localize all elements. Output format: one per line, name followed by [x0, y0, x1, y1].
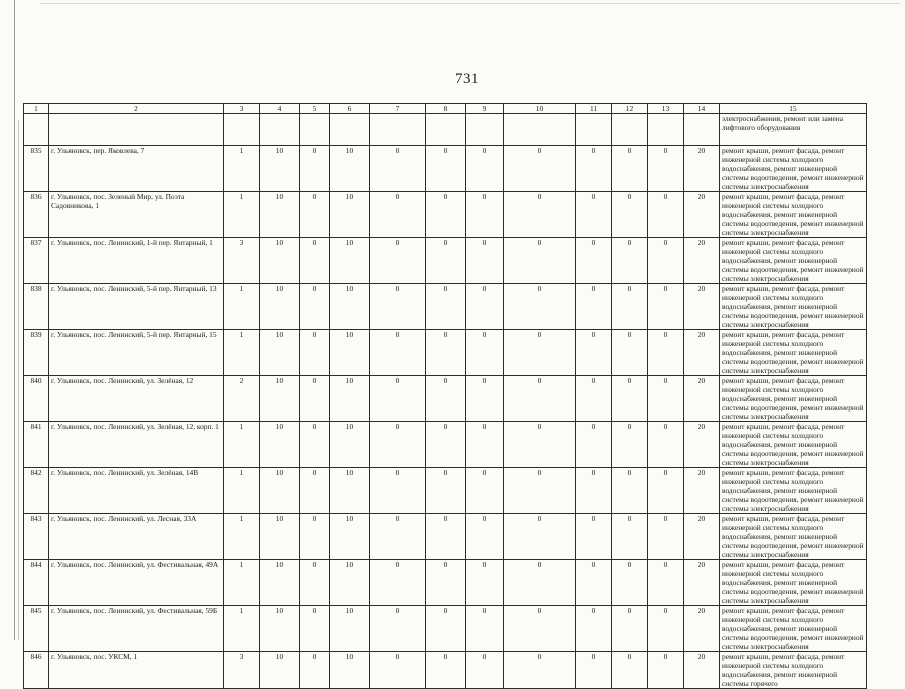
cell-value-c12: 0: [612, 652, 648, 689]
cell-value-c4: 10: [260, 514, 300, 560]
column-number-10: 10: [504, 104, 576, 114]
cell-work-types: ремонт крыши, ремонт фасада, ремонт инженерной системы холодного водоснабжения, ремонт инженерной системы водоотведения, ремонт инженерной системы электроснабжения: [720, 330, 867, 376]
cell-value-c9: 0: [466, 514, 504, 560]
cell-value-c12: 0: [612, 146, 648, 192]
cell-value-c11: 0: [576, 468, 612, 514]
cell-address: г. Ульяновск, пос. Ленинский, ул. Фестивальная, 59Б: [49, 606, 224, 652]
cell-work-types: ремонт крыши, ремонт фасада, ремонт инженерной системы холодного водоснабжения, ремонт инженерной системы водоотведения, ремонт инженерной системы электроснабжения: [720, 146, 867, 192]
column-number-1: 1: [24, 104, 49, 114]
cell-value-c5: 0: [300, 284, 330, 330]
cell-value-c11: 0: [576, 192, 612, 238]
cell-row-number: 838: [24, 284, 49, 330]
cell-value-c5: 0: [300, 238, 330, 284]
cell-value-c7: 0: [370, 468, 426, 514]
cell-value-c9: 0: [466, 376, 504, 422]
cell-work-types: ремонт крыши, ремонт фасада, ремонт инженерной системы холодного водоснабжения, ремонт инженерной системы водоотведения, ремонт инженерной системы электроснабжения: [720, 192, 867, 238]
cell-value-c3: 1: [224, 514, 260, 560]
cell-value-c10: 0: [504, 606, 576, 652]
cell-value-c14: 20: [684, 560, 720, 606]
cell-address: г. Ульяновск, пос. Ленинский, ул. Зелёная, 12, корп. 1: [49, 422, 224, 468]
cell-value-c3: 2: [224, 376, 260, 422]
cell-value-c7: 0: [370, 376, 426, 422]
cell-row-number: 837: [24, 238, 49, 284]
cell-value-c9: 0: [466, 192, 504, 238]
table-row: [24, 192, 867, 238]
cell-value-c14: 20: [684, 146, 720, 192]
cell-value-c7: 0: [370, 284, 426, 330]
cell-row-number: 845: [24, 606, 49, 652]
cell-value-c7: 0: [370, 330, 426, 376]
cell-value-c13: 0: [648, 606, 684, 652]
cell-value-c12: 0: [612, 330, 648, 376]
cell-value-c9: 0: [466, 560, 504, 606]
cell-row-number: 843: [24, 514, 49, 560]
cell-value-c7: 0: [370, 652, 426, 689]
column-number-14: 14: [684, 104, 720, 114]
cell-value-c12: 0: [612, 238, 648, 284]
cell-empty: [260, 114, 300, 146]
cell-value-c7: 0: [370, 514, 426, 560]
cell-value-c5: 0: [300, 422, 330, 468]
cell-value-c6: 10: [330, 468, 370, 514]
cell-work-types: ремонт крыши, ремонт фасада, ремонт инженерной системы холодного водоснабжения, ремонт инженерной системы водоотведения, ремонт инженерной системы электроснабжения: [720, 468, 867, 514]
cell-value-c5: 0: [300, 468, 330, 514]
cell-value-c12: 0: [612, 422, 648, 468]
cell-value-c14: 20: [684, 284, 720, 330]
cell-value-c12: 0: [612, 514, 648, 560]
cell-address: г. Ульяновск, пос. Ленинский, ул. Фестивальная, 49А: [49, 560, 224, 606]
table-row: [24, 468, 867, 514]
cell-value-c10: 0: [504, 468, 576, 514]
cell-value-c8: 0: [426, 652, 466, 689]
column-number-9: 9: [466, 104, 504, 114]
cell-value-c5: 0: [300, 330, 330, 376]
table-row: [24, 514, 867, 560]
cell-value-c7: 0: [370, 146, 426, 192]
cell-row-number: 841: [24, 422, 49, 468]
cell-value-c10: 0: [504, 422, 576, 468]
cell-value-c11: 0: [576, 422, 612, 468]
cell-value-c3: 1: [224, 560, 260, 606]
cell-value-c6: 10: [330, 376, 370, 422]
cell-value-c5: 0: [300, 376, 330, 422]
cell-work-types: ремонт крыши, ремонт фасада, ремонт инженерной системы холодного водоснабжения, ремонт инженерной системы водоотведения, ремонт инженерной системы электроснабжения: [720, 514, 867, 560]
cell-empty: [612, 114, 648, 146]
cell-row-number: 844: [24, 560, 49, 606]
cell-value-c5: 0: [300, 652, 330, 689]
cell-work-types: ремонт крыши, ремонт фасада, ремонт инженерной системы холодного водоснабжения, ремонт инженерной системы водоотведения, ремонт инженерной системы электроснабжения: [720, 238, 867, 284]
cell-value-c14: 20: [684, 468, 720, 514]
column-number-12: 12: [612, 104, 648, 114]
cell-value-c14: 20: [684, 238, 720, 284]
binding-edge-line-inner: [18, 120, 19, 640]
cell-empty: [370, 114, 426, 146]
column-number-4: 4: [260, 104, 300, 114]
cell-address: г. Ульяновск, пос. Зеленый Мир, ул. Поэта Садовникова, 1: [49, 192, 224, 238]
cell-empty: [648, 114, 684, 146]
cell-value-c12: 0: [612, 192, 648, 238]
cell-value-c4: 10: [260, 652, 300, 689]
cell-value-c13: 0: [648, 652, 684, 689]
cell-value-c13: 0: [648, 560, 684, 606]
cell-value-c12: 0: [612, 284, 648, 330]
cell-empty: [426, 114, 466, 146]
cell-value-c14: 20: [684, 514, 720, 560]
cell-value-c3: 1: [224, 330, 260, 376]
cell-value-c6: 10: [330, 238, 370, 284]
cell-value-c5: 0: [300, 192, 330, 238]
cell-value-c3: 1: [224, 146, 260, 192]
cell-value-c11: 0: [576, 652, 612, 689]
cell-empty: [466, 114, 504, 146]
cell-value-c3: 3: [224, 238, 260, 284]
column-number-7: 7: [370, 104, 426, 114]
cell-value-c14: 20: [684, 422, 720, 468]
cell-work-types: ремонт крыши, ремонт фасада, ремонт инженерной системы холодного водоснабжения, ремонт инженерной системы водоотведения, ремонт инженерной системы электроснабжения: [720, 376, 867, 422]
cell-value-c9: 0: [466, 468, 504, 514]
cell-value-c5: 0: [300, 560, 330, 606]
cell-value-c6: 10: [330, 560, 370, 606]
scan-top-edge: [40, 3, 900, 4]
cell-address: г. Ульяновск, пер. Яковлева, 7: [49, 146, 224, 192]
cell-value-c8: 0: [426, 422, 466, 468]
cell-value-c9: 0: [466, 652, 504, 689]
cell-value-c3: 3: [224, 652, 260, 689]
cell-empty: [49, 114, 224, 146]
cell-empty: [224, 114, 260, 146]
column-number-15: 15: [720, 104, 867, 114]
cell-value-c13: 0: [648, 284, 684, 330]
cell-value-c11: 0: [576, 146, 612, 192]
table-row: [24, 284, 867, 330]
cell-row-number: 835: [24, 146, 49, 192]
cell-row-number: 840: [24, 376, 49, 422]
table-row: [24, 376, 867, 422]
cell-value-c11: 0: [576, 514, 612, 560]
cell-value-c14: 20: [684, 652, 720, 689]
cell-value-c10: 0: [504, 560, 576, 606]
cell-work-types: ремонт крыши, ремонт фасада, ремонт инженерной системы холодного водоснабжения, ремонт инженерной системы водоотведения, ремонт инженерной системы электроснабжения: [720, 560, 867, 606]
cell-value-c3: 1: [224, 422, 260, 468]
cell-value-c3: 1: [224, 192, 260, 238]
cell-empty: [330, 114, 370, 146]
cell-value-c4: 10: [260, 560, 300, 606]
cell-work-types: электроснабжения, ремонт или замена лифтового оборудования: [720, 114, 867, 146]
table-row: [24, 330, 867, 376]
cell-value-c9: 0: [466, 146, 504, 192]
cell-value-c7: 0: [370, 192, 426, 238]
binding-edge-line: [14, 0, 15, 640]
cell-value-c3: 1: [224, 284, 260, 330]
cell-value-c6: 10: [330, 146, 370, 192]
cell-value-c9: 0: [466, 330, 504, 376]
cell-work-types: ремонт крыши, ремонт фасада, ремонт инженерной системы холодного водоснабжения, ремонт инженерной системы водоотведения, ремонт инженерной системы электроснабжения: [720, 422, 867, 468]
cell-value-c3: 1: [224, 468, 260, 514]
cell-value-c4: 10: [260, 606, 300, 652]
cell-value-c8: 0: [426, 284, 466, 330]
cell-value-c4: 10: [260, 376, 300, 422]
cell-value-c13: 0: [648, 514, 684, 560]
cell-empty: [576, 114, 612, 146]
cell-address: г. Ульяновск, пос. УКСМ, 1: [49, 652, 224, 689]
cell-value-c4: 10: [260, 238, 300, 284]
cell-value-c12: 0: [612, 376, 648, 422]
cell-value-c14: 20: [684, 376, 720, 422]
column-number-5: 5: [300, 104, 330, 114]
cell-address: г. Ульяновск, пос. Ленинский, 5-й пер. Янтарный, 13: [49, 284, 224, 330]
table-row: [24, 652, 867, 689]
cell-value-c8: 0: [426, 192, 466, 238]
cell-value-c11: 0: [576, 238, 612, 284]
cell-value-c6: 10: [330, 514, 370, 560]
cell-value-c14: 20: [684, 192, 720, 238]
cell-value-c8: 0: [426, 560, 466, 606]
table-row: [24, 560, 867, 606]
cell-value-c11: 0: [576, 606, 612, 652]
cell-value-c3: 1: [224, 606, 260, 652]
cell-value-c4: 10: [260, 192, 300, 238]
cell-value-c6: 10: [330, 284, 370, 330]
cell-value-c7: 0: [370, 422, 426, 468]
cell-value-c6: 10: [330, 606, 370, 652]
cell-value-c11: 0: [576, 330, 612, 376]
cell-value-c8: 0: [426, 330, 466, 376]
cell-value-c14: 20: [684, 606, 720, 652]
cell-work-types: ремонт крыши, ремонт фасада, ремонт инженерной системы холодного водоснабжения, ремонт инженерной системы горячего: [720, 652, 867, 689]
table-row: [24, 422, 867, 468]
cell-value-c13: 0: [648, 192, 684, 238]
cell-value-c6: 10: [330, 330, 370, 376]
column-number-8: 8: [426, 104, 466, 114]
cell-value-c8: 0: [426, 238, 466, 284]
cell-value-c13: 0: [648, 146, 684, 192]
cell-value-c4: 10: [260, 422, 300, 468]
cell-value-c5: 0: [300, 514, 330, 560]
cell-value-c10: 0: [504, 376, 576, 422]
cell-row-number: 839: [24, 330, 49, 376]
cell-value-c11: 0: [576, 284, 612, 330]
cell-work-types: ремонт крыши, ремонт фасада, ремонт инженерной системы холодного водоснабжения, ремонт инженерной системы водоотведения, ремонт инженерной системы электроснабжения: [720, 606, 867, 652]
column-number-3: 3: [224, 104, 260, 114]
column-number-2: 2: [49, 104, 224, 114]
cell-value-c10: 0: [504, 330, 576, 376]
cell-row-number: 842: [24, 468, 49, 514]
column-number-row: [24, 104, 867, 114]
cell-value-c12: 0: [612, 606, 648, 652]
page-number: 731: [455, 71, 479, 87]
cell-value-c6: 10: [330, 422, 370, 468]
cell-empty: [684, 114, 720, 146]
cell-value-c11: 0: [576, 376, 612, 422]
cell-address: г. Ульяновск, пос. Ленинский, ул. Зелёная, 12: [49, 376, 224, 422]
cell-value-c10: 0: [504, 652, 576, 689]
cell-value-c7: 0: [370, 238, 426, 284]
cell-address: г. Ульяновск, пос. Ленинский, 5-й пер. Янтарный, 15: [49, 330, 224, 376]
cell-value-c4: 10: [260, 146, 300, 192]
table-row: [24, 146, 867, 192]
cell-address: г. Ульяновск, пос. Ленинский, 1-й пер. Янтарный, 1: [49, 238, 224, 284]
cell-value-c10: 0: [504, 192, 576, 238]
cell-value-c13: 0: [648, 468, 684, 514]
cell-address: г. Ульяновск, пос. Ленинский, ул. Зелёная, 14В: [49, 468, 224, 514]
cell-empty: [300, 114, 330, 146]
cell-value-c9: 0: [466, 422, 504, 468]
cell-value-c9: 0: [466, 238, 504, 284]
table-row: [24, 238, 867, 284]
cell-value-c12: 0: [612, 468, 648, 514]
cell-value-c6: 10: [330, 652, 370, 689]
cell-empty: [504, 114, 576, 146]
cell-value-c10: 0: [504, 284, 576, 330]
cell-value-c10: 0: [504, 146, 576, 192]
cell-value-c4: 10: [260, 330, 300, 376]
cell-value-c10: 0: [504, 238, 576, 284]
cell-row-number: 846: [24, 652, 49, 689]
cell-value-c13: 0: [648, 422, 684, 468]
cell-value-c7: 0: [370, 606, 426, 652]
repair-schedule-table: [23, 103, 867, 689]
cell-work-types: ремонт крыши, ремонт фасада, ремонт инженерной системы холодного водоснабжения, ремонт инженерной системы водоотведения, ремонт инженерной системы электроснабжения: [720, 284, 867, 330]
column-number-13: 13: [648, 104, 684, 114]
cell-value-c11: 0: [576, 560, 612, 606]
cell-value-c13: 0: [648, 238, 684, 284]
cell-value-c4: 10: [260, 468, 300, 514]
table-row: [24, 606, 867, 652]
cell-value-c9: 0: [466, 284, 504, 330]
cell-value-c13: 0: [648, 376, 684, 422]
cell-value-c7: 0: [370, 560, 426, 606]
column-number-11: 11: [576, 104, 612, 114]
cell-value-c6: 10: [330, 192, 370, 238]
cell-value-c8: 0: [426, 606, 466, 652]
cell-value-c13: 0: [648, 330, 684, 376]
cell-value-c14: 20: [684, 330, 720, 376]
cell-value-c5: 0: [300, 146, 330, 192]
cell-address: г. Ульяновск, пос. Ленинский, ул. Лесная, 33А: [49, 514, 224, 560]
cell-value-c8: 0: [426, 146, 466, 192]
cell-value-c8: 0: [426, 376, 466, 422]
cell-value-c8: 0: [426, 514, 466, 560]
cell-value-c4: 10: [260, 284, 300, 330]
cell-row-number: 836: [24, 192, 49, 238]
cell-value-c5: 0: [300, 606, 330, 652]
cell-value-c12: 0: [612, 560, 648, 606]
continuation-row: [24, 114, 867, 146]
cell-value-c10: 0: [504, 514, 576, 560]
cell-value-c8: 0: [426, 468, 466, 514]
cell-empty: [24, 114, 49, 146]
cell-value-c9: 0: [466, 606, 504, 652]
column-number-6: 6: [330, 104, 370, 114]
